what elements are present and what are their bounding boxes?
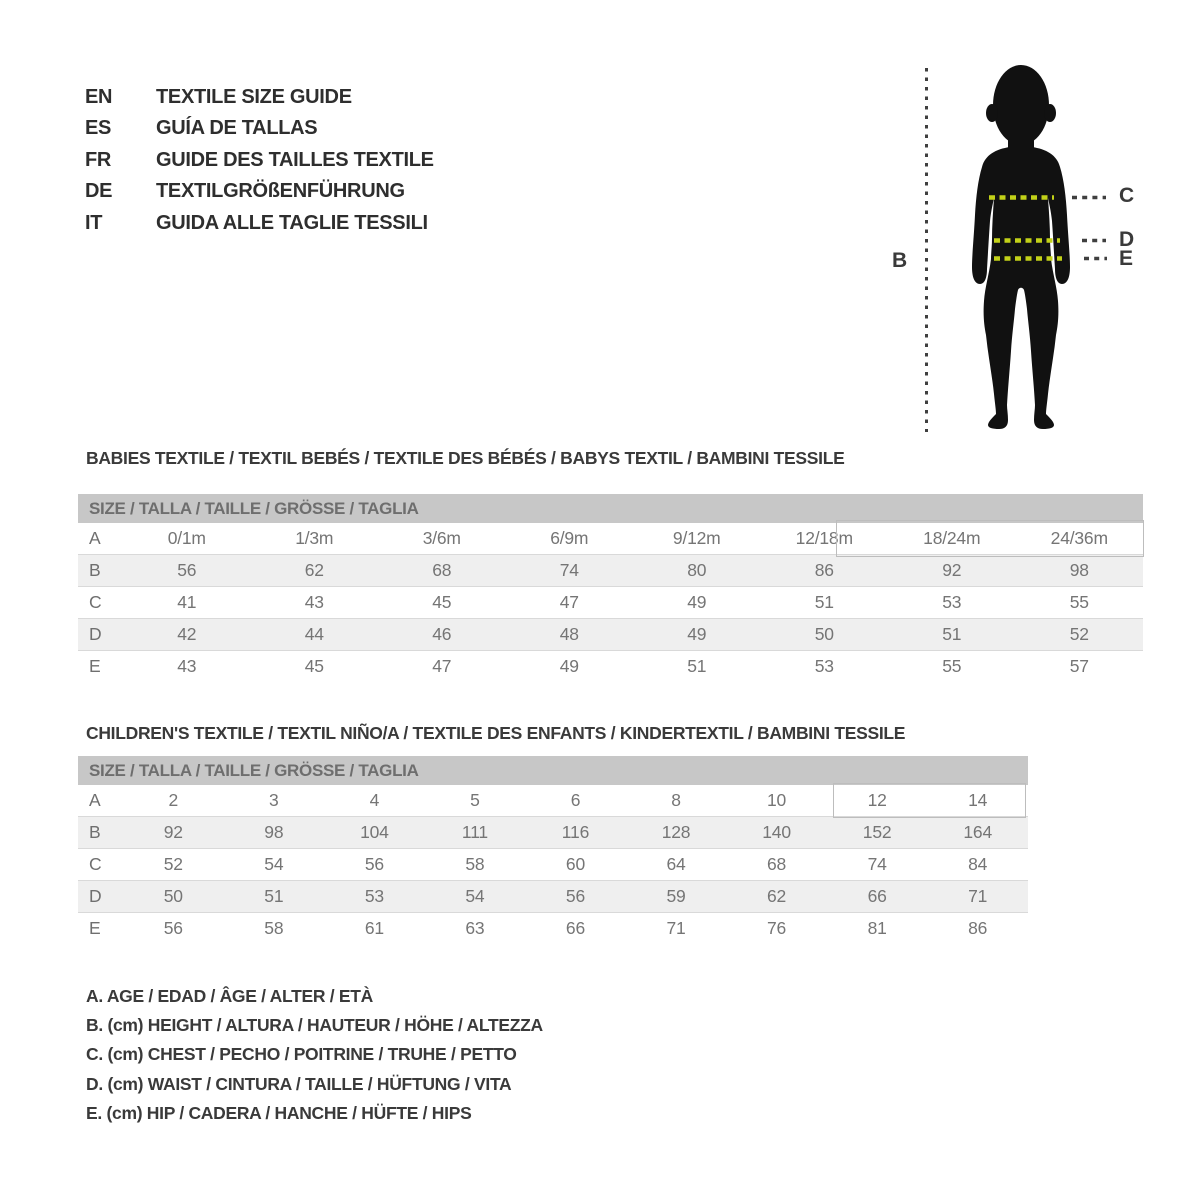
table-row (78, 817, 1028, 849)
language-code: FR (85, 148, 112, 171)
table-cell: 152 (827, 817, 928, 849)
table-cell: 92 (888, 555, 1016, 587)
table-cell: 6 (570, 790, 581, 810)
children-size-header-text: SIZE / TALLA / TAILLE / GRÖSSE / TAGLIA (89, 761, 419, 780)
table-cell: 53 (324, 881, 425, 913)
table-cell: 3 (269, 790, 279, 810)
table-cell: 60 (525, 849, 626, 881)
table-cell: 98 (1016, 555, 1144, 587)
table-cell: 42 (123, 619, 251, 651)
row-label: C (78, 849, 123, 881)
child-silhouette (972, 65, 1070, 429)
measurement-legend (86, 982, 543, 1128)
table-cell: 41 (123, 587, 251, 619)
children-section-heading: CHILDREN'S TEXTILE / TEXTIL NIÑO/A / TEXTILE DES ENFANTS / KINDERTEXTIL / BAMBINI TESSILE (86, 723, 906, 743)
table-cell: 24/36m (1050, 528, 1108, 548)
table-cell: 104 (324, 817, 425, 849)
table-cell: 63 (425, 913, 526, 945)
table-cell: 45 (251, 651, 379, 683)
table-cell: 49 (506, 651, 634, 683)
legend-item-hip: E. (cm) HIP / CADERA / HANCHE / HÜFTE / HIPS (86, 1102, 472, 1123)
table-row (78, 555, 1143, 587)
row-label: A (89, 528, 101, 548)
table-cell: 56 (324, 849, 425, 881)
legend-item-chest: C. (cm) CHEST / PECHO / POITRINE / TRUHE / PETTO (86, 1044, 517, 1065)
table-cell: 52 (1016, 619, 1144, 651)
table-cell: 46 (378, 619, 506, 651)
table-cell: 71 (626, 913, 727, 945)
babies-row-a-outline-box (836, 520, 1144, 557)
table-row (78, 619, 1143, 651)
language-code: EN (85, 86, 113, 108)
table-cell: 62 (251, 555, 379, 587)
table-cell: 71 (927, 881, 1028, 913)
table-cell: 86 (927, 913, 1028, 945)
table-cell: 2 (168, 790, 179, 810)
language-title: GUIDE DES TAILLES TEXTILE (156, 148, 434, 171)
row-label: D (78, 881, 123, 913)
table-cell: 1/3m (295, 528, 334, 548)
language-title: TEXTILGRÖßENFÜHRUNG (156, 180, 405, 203)
table-cell: 62 (726, 881, 827, 913)
table-cell: 116 (525, 817, 626, 849)
row-label: A (89, 790, 101, 810)
table-cell: 53 (888, 587, 1016, 619)
table-cell: 111 (425, 817, 526, 849)
table-cell: 12/18m (795, 528, 853, 548)
legend-item-height: B. (cm) HEIGHT / ALTURA / HAUTEUR / HÖHE / ALTEZZA (86, 1015, 543, 1036)
table-cell: 66 (525, 913, 626, 945)
row-label: C (78, 587, 123, 619)
language-title: GUIDA ALLE TAGLIE TESSILI (156, 211, 428, 234)
row-label: B (78, 555, 123, 587)
left-ear-shape (986, 104, 998, 122)
children-size-header-bar (78, 756, 1028, 785)
table-row (78, 881, 1028, 913)
table-cell: 52 (123, 849, 224, 881)
table-cell: 59 (626, 881, 727, 913)
babies-size-header-text: SIZE / TALLA / TAILLE / GRÖSSE / TAGLIA (89, 499, 419, 518)
table-cell: 76 (726, 913, 827, 945)
language-title: GUÍA DE TALLAS (156, 117, 318, 140)
table-cell: 10 (767, 790, 787, 810)
table-cell: 48 (506, 619, 634, 651)
table-cell: 9/12m (672, 528, 721, 548)
table-cell: 81 (827, 913, 928, 945)
table-cell: 55 (888, 651, 1016, 683)
table-cell: 3/6m (422, 528, 461, 548)
table-cell: 54 (224, 849, 325, 881)
legend-item-waist: D. (cm) WAIST / CINTURA / TAILLE / HÜFTUNG / VITA (86, 1073, 512, 1094)
table-cell: 56 (525, 881, 626, 913)
table-cell: 128 (626, 817, 727, 849)
row-label: E (78, 913, 123, 945)
table-cell: 53 (761, 651, 889, 683)
table-cell: 51 (224, 881, 325, 913)
table-cell: 51 (633, 651, 761, 683)
table-cell: 50 (761, 619, 889, 651)
table-cell: 47 (506, 587, 634, 619)
height-label: B (892, 249, 907, 272)
table-cell: 56 (123, 555, 251, 587)
table-cell: 12 (867, 790, 887, 810)
table-cell: 84 (927, 849, 1028, 881)
language-code: ES (85, 117, 112, 140)
table-cell: 44 (251, 619, 379, 651)
table-cell: 66 (827, 881, 928, 913)
table-cell: 54 (425, 881, 526, 913)
table-cell: 47 (378, 651, 506, 683)
table-cell: 50 (123, 881, 224, 913)
table-row (78, 651, 1143, 683)
table-cell: 57 (1016, 651, 1144, 683)
table-cell: 51 (761, 587, 889, 619)
babies-section-heading: BABIES TEXTILE / TEXTIL BEBÉS / TEXTILE DES BÉBÉS / BABYS TEXTIL / BAMBINI TESSILE (86, 448, 845, 468)
table-row (78, 913, 1028, 945)
table-cell: 98 (224, 817, 325, 849)
language-title: TEXTILE SIZE GUIDE (156, 86, 352, 108)
table-cell: 80 (633, 555, 761, 587)
table-cell: 86 (761, 555, 889, 587)
table-cell: 68 (726, 849, 827, 881)
table-cell: 5 (470, 790, 480, 810)
table-cell: 14 (968, 790, 988, 810)
table-cell: 164 (927, 817, 1028, 849)
legend-item-age: A. AGE / EDAD / ÂGE / ALTER / ETÀ (86, 986, 373, 1006)
language-code: DE (85, 180, 113, 203)
table-row (78, 849, 1028, 881)
table-cell: 58 (224, 913, 325, 945)
table-cell: 68 (378, 555, 506, 587)
table-cell: 140 (726, 817, 827, 849)
babies-size-header-bar (78, 494, 1143, 523)
table-cell: 18/24m (923, 528, 981, 548)
table-cell: 49 (633, 587, 761, 619)
language-code: IT (85, 211, 103, 234)
body-shape (972, 147, 1070, 429)
table-cell: 43 (123, 651, 251, 683)
table-cell: 4 (369, 790, 380, 810)
table-cell: 0/1m (167, 528, 206, 548)
waist-label: D (1119, 228, 1134, 251)
children-row-a-outline-box (833, 783, 1026, 818)
table-row (78, 587, 1143, 619)
table-cell: 64 (626, 849, 727, 881)
table-cell: 51 (888, 619, 1016, 651)
table-cell: 61 (324, 913, 425, 945)
row-label: D (78, 619, 123, 651)
row-label: E (78, 651, 123, 683)
row-label: B (78, 817, 123, 849)
table-cell: 43 (251, 587, 379, 619)
table-cell: 55 (1016, 587, 1144, 619)
table-cell: 6/9m (550, 528, 589, 548)
neck-shape (1008, 127, 1034, 149)
table-cell: 58 (425, 849, 526, 881)
table-cell: 45 (378, 587, 506, 619)
hip-label: E (1119, 247, 1133, 270)
table-cell: 74 (506, 555, 634, 587)
chest-label: C (1119, 184, 1134, 207)
table-cell: 49 (633, 619, 761, 651)
table-cell: 8 (671, 790, 681, 810)
table-cell: 92 (123, 817, 224, 849)
right-ear-shape (1044, 104, 1056, 122)
table-cell: 56 (123, 913, 224, 945)
table-cell: 74 (827, 849, 928, 881)
